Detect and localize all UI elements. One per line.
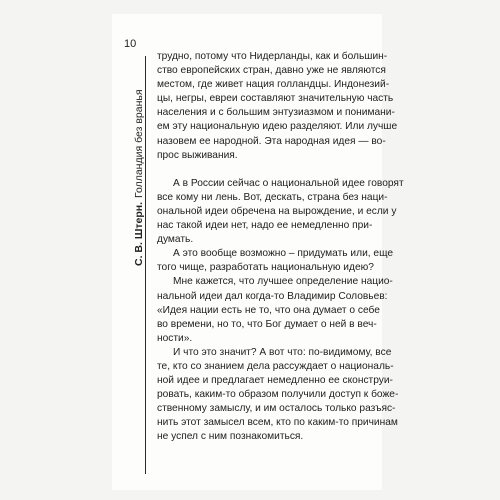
text-line: ем эту национальную идею разделяют. Или лучше xyxy=(157,121,398,133)
text-line: А в России сейчас о национальной идее говорят xyxy=(173,177,404,189)
text-line: ной идее и предлагает немедленно ее сконструи- xyxy=(157,375,393,387)
text-line: ственному замыслу, и им осталось только разъяс- xyxy=(157,403,396,415)
running-head-author: С. В. Штерн. xyxy=(133,201,145,266)
text-line: прос выживания. xyxy=(157,149,238,161)
text-line: во времени, но то, что Бог думает о ней в веч- xyxy=(157,318,377,330)
text-line: те, кто со знанием дела рассуждает о националь- xyxy=(157,360,394,372)
text-line: нас такой идеи нет, надо ее немедленно при- xyxy=(157,220,373,232)
text-line: населения и с большим энтузиазмом и понимани- xyxy=(157,107,395,119)
margin-rule xyxy=(145,56,146,474)
text-line: назовем ее народной. Эта народная идея — во- xyxy=(157,135,386,147)
text-line: нить этот замысел всем, кто по каким-то причинам xyxy=(157,417,398,429)
text-line: местом, где живет нация голландцы. Индонезий- xyxy=(157,79,390,91)
text-line: ство европейских стран, давно уже не являются xyxy=(157,65,386,77)
text-line: А это вообще возможно – придумать или, еще xyxy=(173,248,394,260)
text-line: ности». xyxy=(157,332,193,344)
paragraph-gap xyxy=(157,163,369,177)
page-number: 10 xyxy=(124,38,137,50)
running-head xyxy=(133,60,145,266)
text-line: цы, негры, евреи составляют значительную часть xyxy=(157,93,394,105)
text-line: нальной идеи дал когда-то Владимир Соловьев: xyxy=(157,290,388,302)
text-line: того чище, разработать национальную идею? xyxy=(157,262,374,274)
text-line: все кому ни лень. Вот, дескать, страна без наци- xyxy=(157,191,388,203)
text-line: Мне кажется, что лучшее определение нацио- xyxy=(173,276,393,288)
running-head-title: Голландия без вранья xyxy=(133,89,145,198)
text-line: думать. xyxy=(157,234,194,246)
text-line: ровать, каким-то образом получили доступ к боже- xyxy=(157,389,399,401)
text-line: И что это значит? А вот что: по-видимому, все xyxy=(173,346,392,358)
text-line: ональной идеи обречена на вырождение, и если у xyxy=(157,205,397,217)
body-text xyxy=(157,50,404,445)
text-line: не успел с ним познакомиться. xyxy=(157,431,304,443)
text-line: трудно, потому что Нидерланды, как и большин- xyxy=(157,51,388,62)
text-line: «Идея нации есть не то, что она думает о себе xyxy=(157,304,380,316)
